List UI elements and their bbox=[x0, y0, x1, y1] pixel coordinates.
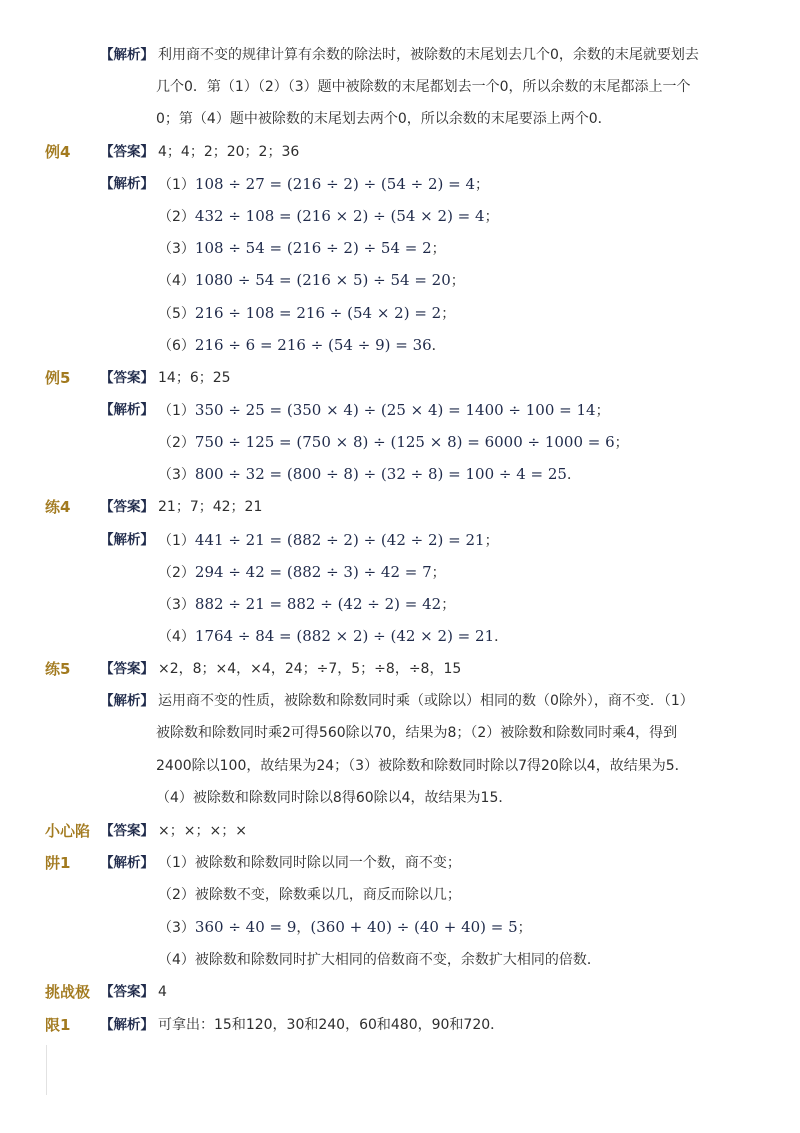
answer-text: ×；×；×；× bbox=[158, 823, 247, 839]
analysis-text: （4）被除数和除数同时除以8得60除以4，故结果为15． bbox=[156, 790, 513, 806]
analysis-tag: 【解析】 bbox=[100, 693, 154, 709]
analysis-tag: 【解析】 bbox=[100, 1017, 154, 1033]
math-step: （4）1764 ÷ 84 = (882 × 2) ÷ (42 × 2) = 21． bbox=[158, 627, 509, 645]
section-label: 练4 bbox=[45, 498, 71, 516]
math-step: （5）216 ÷ 108 = 216 ÷ (54 × 2) = 2； bbox=[158, 304, 456, 322]
analysis-text: 几个0．第（1）（2）（3）题中被除数的末尾都划去一个0，所以余数的末尾都添上一个 bbox=[156, 79, 691, 95]
answer-text: 21；7；42；21 bbox=[158, 499, 263, 515]
analysis-tag: 【解析】 bbox=[100, 532, 154, 548]
analysis-text: （2）被除数不变，除数乘以几，商反而除以几； bbox=[158, 887, 461, 903]
equation: 216 ÷ 6 = 216 ÷ (54 ÷ 9) = 36 bbox=[194, 336, 432, 354]
equation: 800 ÷ 32 = (800 ÷ 8) ÷ (32 ÷ 8) = 100 ÷ 4 = 25 bbox=[194, 465, 567, 483]
section-label: 例5 bbox=[45, 369, 71, 387]
answer-tag: 【答案】 bbox=[100, 370, 154, 386]
math-step: （1）350 ÷ 25 = (350 × 4) ÷ (25 × 4) = 1400 ÷ 100 = 14； bbox=[158, 401, 610, 419]
analysis-tag: 【解析】 bbox=[100, 47, 154, 63]
page-edge-line bbox=[46, 1045, 47, 1095]
equation: 1080 ÷ 54 = (216 × 5) ÷ 54 = 20 bbox=[194, 271, 451, 289]
equation: 108 ÷ 27 = (216 ÷ 2) ÷ (54 ÷ 2) = 4 bbox=[194, 175, 476, 193]
equation: 216 ÷ 108 = 216 ÷ (54 × 2) = 2 bbox=[194, 304, 442, 322]
answer-text: ×2，8；×4，×4，24；÷7，5；÷8，÷8，15 bbox=[158, 661, 462, 677]
math-step: （3）108 ÷ 54 = (216 ÷ 2) ÷ 54 = 2； bbox=[158, 239, 446, 257]
section-label: 阱1 bbox=[45, 854, 71, 872]
analysis-tag: 【解析】 bbox=[100, 402, 154, 418]
math-step: （2）294 ÷ 42 = (882 ÷ 3) ÷ 42 = 7； bbox=[158, 563, 446, 581]
equation: 750 ÷ 125 = (750 × 8) ÷ (125 × 8) = 6000 ÷ 1000 = 6 bbox=[194, 433, 615, 451]
answer-text: 14；6；25 bbox=[158, 370, 231, 386]
answer-tag: 【答案】 bbox=[100, 144, 154, 160]
analysis-text: （4）被除数和除数同时扩大相同的倍数商不变，余数扩大相同的倍数． bbox=[158, 952, 601, 968]
answer-tag: 【答案】 bbox=[100, 499, 154, 515]
equation: 108 ÷ 54 = (216 ÷ 2) ÷ 54 = 2 bbox=[194, 239, 432, 257]
analysis-text: 运用商不变的性质，被除数和除数同时乘（或除以）相同的数（0除外），商不变．（1） bbox=[158, 693, 694, 709]
math-step: （1）108 ÷ 27 = (216 ÷ 2) ÷ (54 ÷ 2) = 4； bbox=[158, 175, 490, 193]
equation: 882 ÷ 21 = 882 ÷ (42 ÷ 2) = 42 bbox=[194, 595, 442, 613]
math-step: （2）750 ÷ 125 = (750 × 8) ÷ (125 × 8) = 6000 ÷ 1000 = 6； bbox=[158, 433, 629, 451]
equation: 350 ÷ 25 = (350 × 4) ÷ (25 × 4) = 1400 ÷ 100 = 14 bbox=[194, 401, 596, 419]
section-label: 限1 bbox=[45, 1016, 71, 1034]
equation: 441 ÷ 21 = (882 ÷ 2) ÷ (42 ÷ 2) = 21 bbox=[194, 531, 485, 549]
math-step: （6）216 ÷ 6 = 216 ÷ (54 ÷ 9) = 36． bbox=[158, 336, 446, 354]
math-step: （2）432 ÷ 108 = (216 × 2) ÷ (54 × 2) = 4； bbox=[158, 207, 499, 225]
equation: 360 ÷ 40 = 9 bbox=[194, 918, 297, 936]
answer-text: 4 bbox=[158, 984, 167, 1000]
equation: 432 ÷ 108 = (216 × 2) ÷ (54 × 2) = 4 bbox=[194, 207, 485, 225]
equation: (360 + 40) ÷ (40 + 40) = 5 bbox=[310, 918, 518, 936]
answer-tag: 【答案】 bbox=[100, 661, 154, 677]
answer-tag: 【答案】 bbox=[100, 823, 154, 839]
section-label: 小心陷 bbox=[45, 822, 91, 840]
analysis-text: 2400除以100，故结果为24；（3）被除数和除数同时除以7得20除以4，故结果为5． bbox=[156, 758, 689, 774]
analysis-text: 利用商不变的规律计算有余数的除法时，被除数的末尾划去几个0，余数的末尾就要划去 bbox=[158, 47, 699, 63]
math-step: （4）1080 ÷ 54 = (216 × 5) ÷ 54 = 20； bbox=[158, 271, 465, 289]
section-label: 例4 bbox=[45, 143, 71, 161]
equation: 1764 ÷ 84 = (882 × 2) ÷ (42 × 2) = 21 bbox=[194, 627, 495, 645]
math-step: （3）882 ÷ 21 = 882 ÷ (42 ÷ 2) = 42； bbox=[158, 595, 456, 613]
analysis-text: 0；第（4）题中被除数的末尾划去两个0，所以余数的末尾要添上两个0． bbox=[156, 111, 612, 127]
section-label: 挑战极 bbox=[45, 983, 91, 1001]
section-label: 练5 bbox=[45, 660, 71, 678]
analysis-text: 可拿出：15和120，30和240，60和480，90和720． bbox=[158, 1017, 505, 1033]
equation: 294 ÷ 42 = (882 ÷ 3) ÷ 42 = 7 bbox=[194, 563, 432, 581]
analysis-tag: 【解析】 bbox=[100, 176, 154, 192]
answer-tag: 【答案】 bbox=[100, 984, 154, 1000]
math-step: （3）360 ÷ 40 = 9，(360 + 40) ÷ (40 + 40) = 5； bbox=[158, 918, 532, 936]
analysis-text: 被除数和除数同时乘2可得560除以70，结果为8；（2）被除数和除数同时乘4，得到 bbox=[156, 725, 678, 741]
answer-text: 4；4；2；20；2；36 bbox=[158, 144, 300, 160]
analysis-text: （1）被除数和除数同时除以同一个数，商不变； bbox=[158, 855, 461, 871]
math-step: （3）800 ÷ 32 = (800 ÷ 8) ÷ (32 ÷ 8) = 100 ÷ 4 = 25． bbox=[158, 465, 581, 483]
math-step: （1）441 ÷ 21 = (882 ÷ 2) ÷ (42 ÷ 2) = 21； bbox=[158, 531, 499, 549]
analysis-tag: 【解析】 bbox=[100, 855, 154, 871]
